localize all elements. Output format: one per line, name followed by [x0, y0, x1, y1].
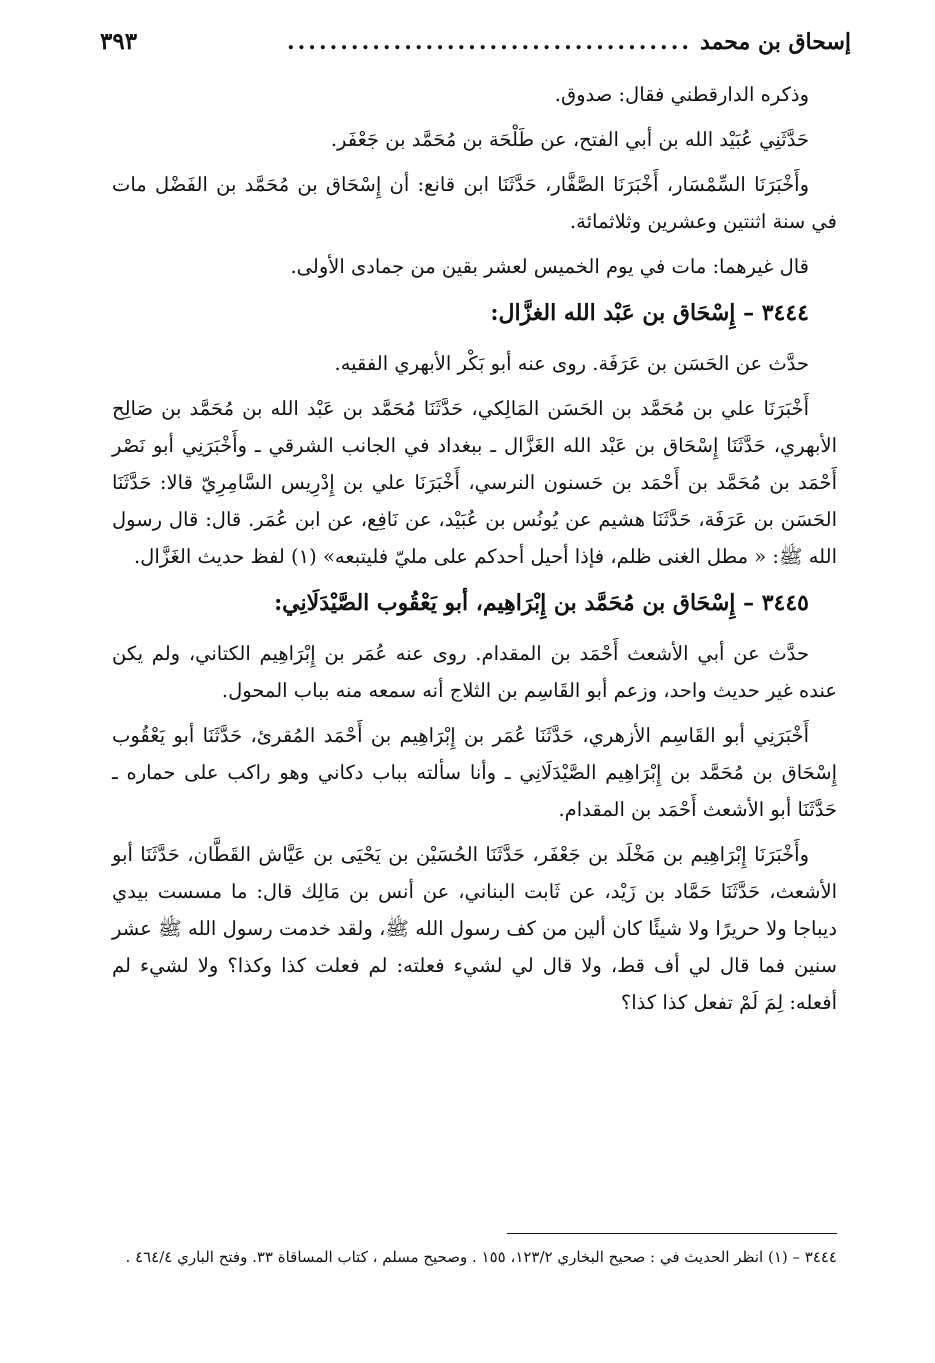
main-text — [112, 76, 837, 1021]
paragraph: أَخْبَرَنِي أبو القَاسِم الأزهري، حَدَّثَنَا عُمَر بن إِبْرَاهِيم بن أَحْمَد المُقرئ، حَدَّثَنَا أبو يَعْقُوب إِسْحَاق بن مُحَمَّد بن إِبْرَاهِيم الصَّيْدَلَانِي ـ وأنا سألته بباب دكاني وهو راكب على حماره ـ حَدَّثَنَا أبو الأشعث أَحْمَد بن المقدام. — [112, 724, 837, 821]
footnotes — [100, 1242, 837, 1272]
running-head — [100, 22, 851, 62]
paragraph: حدَّث عن الحَسَن بن عَرَفَة. روى عنه أبو بَكْر الأبهري الفقيه. — [334, 352, 809, 375]
entry-heading-3444: ٣٤٤٤ – إِسْحَاق بن عَبْد الله الغزَّال: — [490, 300, 809, 326]
paragraph: وذكره الدارقطني فقال: صدوق. — [554, 83, 809, 106]
paragraph: حَدَّثَنِي عُبَيْد الله بن أبي الفتح، عن طَلْحَة بن مُحَمَّد بن جَعْفَر. — [330, 128, 809, 151]
running-head-leader-dots: ...................................... — [286, 29, 693, 55]
entry-heading-3445: ٣٤٤٥ – إِسْحَاق بن مُحَمَّد بن إِبْرَاهِيم، أبو يَعْقُوب الصَّيْدَلَانِي: — [274, 590, 809, 616]
paragraph: قال غيرهما: مات في يوم الخميس لعشر بقين من جمادى الأولى. — [290, 255, 809, 278]
footnote-separator — [507, 1233, 837, 1234]
paragraph: أَخْبَرَنَا علي بن مُحَمَّد بن الحَسَن المَالِكي، حَدَّثَنَا مُحَمَّد بن عَبْد الله بن مُحَمَّد بن صَالِح الأبهري، حَدَّثَنَا إِسْحَاق بن عَبْد الله الغَزَّال ـ ببغداد في الجانب الشرقي ـ وأَخْبَرَنِي أبو نَصْر أَحْمَد بن مُحَمَّد بن أَحْمَد بن حَسنون النرسي، أَخْبَرَنَا علي بن إِدْرِيس السَّامِرِيّ قالا: حَدَّثَنَا الحَسَن بن عَرَفَة، حَدَّثَنَا هشيم عن يُونُس بن عُبَيْد، عن نَافِع، عن ابن عُمَر. قال: قال رسول الله ﷺ: « مطل الغنى ظلم، فإذا أحيل أحدكم على مليّ فليتبعه» (١) لفظ حديث الغَزَّال. — [112, 397, 837, 568]
paragraph: وأَخْبَرَنَا إِبْرَاهِيم بن مَخْلَد بن جَعْفَر، حَدَّثَنَا الحُسَيْن بن يَحْيَى بن عَيَّاش القَطَّان، حَدَّثَنَا أبو الأشعث، حَدَّثَنَا حَمَّاد بن زَيْد، عن ثَابت البناني، عن أنس بن مَالِك قال: ما مسست بيدي ديباجا ولا حريرًا ولا شيئًا كان ألين من كف رسول الله ﷺ، ولقد خدمت رسول الله ﷺ عشر سنين فما قال لي أف قط، ولا قال لي لشيء فعلته: لم فعلت كذا وكذا؟ ولا لشيء لم أفعله: لِمَ لَمْ تفعل كذا كذا؟ — [112, 843, 837, 1014]
page-number: ٣٩٣ — [100, 28, 138, 55]
paragraph: حدَّث عن أبي الأشعث أَحْمَد بن المقدام. روى عنه عُمَر بن إِبْرَاهِيم الكتاني، ولم يكن عنده غير حديث واحد، وزعم أبو القَاسِم بن الثلاج أنه سمعه منه بباب المحول. — [112, 642, 837, 702]
footnote: ٣٤٤٤ – (١) انظر الحديث في : صحيح البخاري ١٢٣/٢، ١٥٥ . وصحيح مسلم ، كتاب المساقاة ٣٣. وفتح الباري ٤٦٤/٤ . — [125, 1248, 837, 1266]
running-head-title: إسحاق بن محمد — [700, 29, 851, 55]
paragraph: وأَخْبَرَنَا السِّمْسَار، أَخْبَرَنَا الصَّفَّار، حَدَّثَنَا ابن قانع: أن إِسْحَاق بن مُحَمَّد بن الفَضْل مات في سنة اثنتين وعشرين وثلاثمائة. — [112, 173, 837, 233]
